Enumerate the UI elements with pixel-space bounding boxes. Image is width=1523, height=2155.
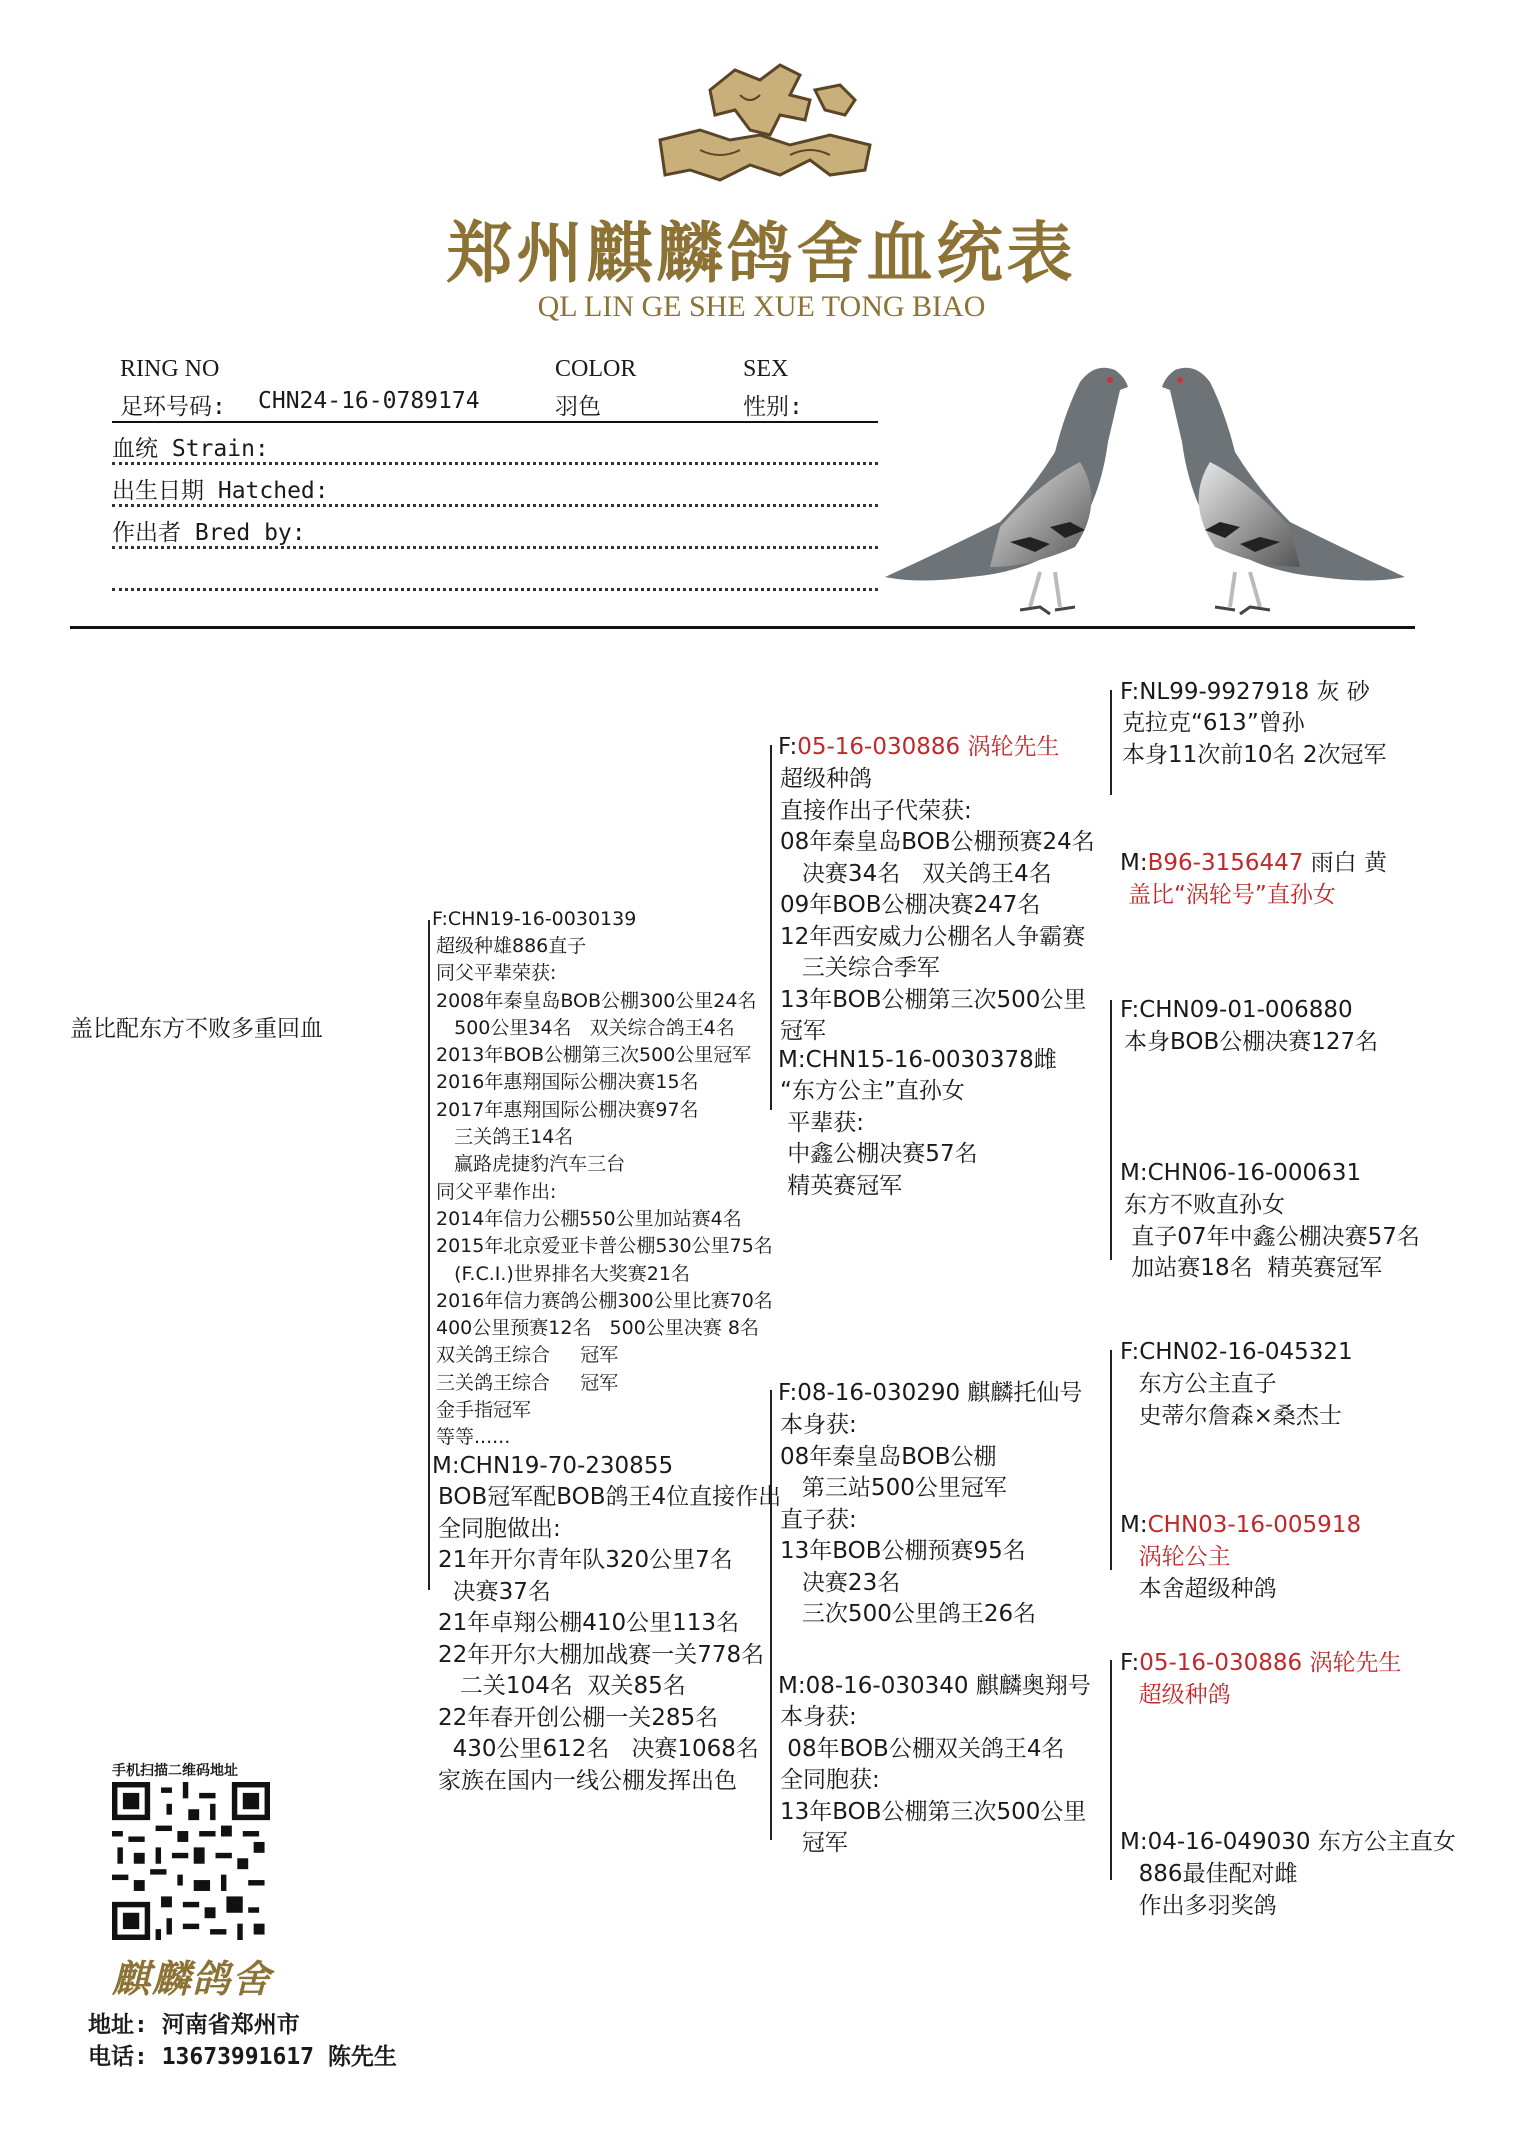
dds-id: F:05-16-030886 涡轮先生 <box>1120 1650 1402 1676</box>
dam-line: BOB冠军配BOB鸽王4位直接作出 <box>438 1484 782 1510</box>
dd-line: 13年BOB公棚第三次500公里 <box>780 1798 1087 1825</box>
sd-bracket <box>1110 1000 1112 1260</box>
strain-label: 血统 Strain: <box>112 436 269 462</box>
qr-caption: 手机扫描二维码地址 <box>112 1763 238 1779</box>
sds-record <box>1124 1027 1378 1059</box>
sire-line: 500公里34名 双关综合鸽王4名 <box>436 1016 735 1039</box>
ss-id: F:05-16-030886 涡轮先生 <box>778 734 1060 760</box>
sdd-line: 东方不败直孙女 <box>1124 1192 1285 1218</box>
sire-line: 2016年惠翔国际公棚决赛15名 <box>436 1071 699 1094</box>
ds-line: 本身获: <box>780 1412 857 1438</box>
sire-line: 三关鸽王14名 <box>436 1126 574 1149</box>
sdd-line: 加站赛18名 精英赛冠军 <box>1124 1255 1383 1281</box>
ss-line: 08年秦皇岛BOB公棚预赛24名 <box>780 829 1095 855</box>
ss-line: 直接作出子代荣获: <box>780 797 972 824</box>
ss-line: 12年西安威力公棚名人争霸赛 <box>780 923 1086 950</box>
ss-bracket <box>1110 690 1112 795</box>
sire-line: 2015年北京爱亚卡普公棚530公里75名 <box>436 1235 773 1258</box>
ddd-record <box>1124 1859 1298 1922</box>
dss-id: F:CHN02-16-045321 <box>1120 1339 1353 1365</box>
ds-line: 三次500公里鸽王26名 <box>780 1601 1037 1627</box>
ss-line: 09年BOB公棚决赛247名 <box>780 892 1041 918</box>
strain-dotted-line <box>112 462 878 465</box>
ss-line: 超级种鸽 <box>780 766 872 792</box>
hatched-dotted-line <box>112 504 878 507</box>
dam-line: 21年开尔青年队320公里7名 <box>438 1547 733 1573</box>
sdd-line: 直子07年中鑫公棚决赛57名 <box>1124 1223 1420 1250</box>
ds-bracket <box>1110 1350 1112 1570</box>
address: 地址: 河南省郑州市 <box>88 2012 300 2038</box>
qr-code-icon <box>112 1782 270 1940</box>
dds-record <box>1124 1680 1231 1712</box>
sire-line: (F.C.I.)世界排名大奖赛21名 <box>436 1262 690 1285</box>
sire-line: 三关鸽王综合 冠军 <box>436 1371 619 1394</box>
dam-record <box>438 1482 781 1797</box>
ss-record <box>780 764 1095 1048</box>
color-label: 羽色 <box>555 394 601 420</box>
dam-line: 22年春开创公棚一关285名 <box>438 1704 719 1731</box>
dam-line: 二关104名 双关85名 <box>438 1673 686 1699</box>
gen1-bracket <box>428 920 430 1590</box>
sire-line: 400公里预赛12名 500公里决赛 8名 <box>436 1317 759 1340</box>
sex-label: 性别: <box>743 394 803 420</box>
phone: 电话: 13673991617 陈先生 <box>88 2044 397 2070</box>
kennel-signature: 麒麟鸽舍 <box>112 1956 273 2001</box>
breeding-note: 盖比配东方不败多重回血 <box>70 1016 323 1042</box>
ds-line: 08年秦皇岛BOB公棚 <box>780 1443 997 1470</box>
ss-line: 13年BOB公棚第三次500公里 <box>780 986 1087 1013</box>
dds-line: 超级种鸽 <box>1124 1682 1231 1708</box>
dam-line: 430公里612名 决赛1068名 <box>438 1736 759 1762</box>
ss-line: 决赛34名 双关鸽王4名 <box>780 860 1052 887</box>
sire-line: 同父平辈荣获: <box>436 962 557 985</box>
dragon-logo-icon <box>640 50 890 190</box>
color-label-en: COLOR <box>555 356 637 382</box>
sire-line: 赢路虎捷豹汽车三台 <box>436 1153 626 1176</box>
ss-line: 三关综合季军 <box>780 955 940 981</box>
sire-line: 金手指冠军 <box>436 1399 532 1422</box>
dsd-record <box>1124 1542 1277 1605</box>
sire-line: 等等...... <box>436 1426 511 1449</box>
sd-line: 中鑫公棚决赛57名 <box>780 1141 978 1167</box>
ds-record <box>780 1410 1036 1631</box>
dd-id: M:08-16-030340 麒麟奥翔号 <box>778 1673 1091 1699</box>
dam-line: 22年开尔大棚加战赛一关778名 <box>438 1641 765 1668</box>
dd-line: 08年BOB公棚双关鸽王4名 <box>780 1735 1065 1762</box>
header-divider <box>70 626 1415 629</box>
ddd-id: M:04-16-049030 东方公主直女 <box>1120 1829 1456 1855</box>
sire-line: 2016年信力赛鸽公棚300公里比赛70名 <box>436 1289 773 1312</box>
sd-id: M:CHN15-16-0030378雌 <box>778 1047 1057 1073</box>
ring-label-en: RING NO <box>120 356 220 382</box>
sds-id: F:CHN09-01-006880 <box>1120 997 1353 1023</box>
dss-record <box>1124 1369 1342 1432</box>
dam-id: M:CHN19-70-230855 <box>432 1453 674 1479</box>
sire-line: 同父平辈作出: <box>436 1180 557 1203</box>
sex-label-en: SEX <box>743 356 789 382</box>
sd-record <box>780 1076 978 1202</box>
ssd-record <box>1128 880 1336 912</box>
sdd-id: M:CHN06-16-000631 <box>1120 1160 1362 1186</box>
sire-record <box>436 933 773 1452</box>
dam-line: 决赛37名 <box>438 1578 551 1605</box>
form-rule <box>112 421 878 423</box>
bred-dotted-line <box>112 546 878 549</box>
dd-line: 本身获: <box>780 1704 857 1730</box>
sire-line: 2008年秦皇岛BOB公棚300公里24名 <box>436 989 757 1012</box>
dss-line: 东方公主直子 <box>1124 1371 1277 1397</box>
dsd-line: 本舍超级种鸽 <box>1124 1575 1277 1602</box>
ssd-id: M:B96-3156447 雨白 黄 <box>1120 850 1387 876</box>
ds-line: 决赛23名 <box>780 1569 901 1596</box>
sire-line: 2013年BOB公棚第三次500公里冠军 <box>436 1044 752 1067</box>
sdd-record <box>1124 1190 1420 1285</box>
ds-line: 直子获: <box>780 1506 857 1533</box>
dss-line: 史蒂尔詹森×桑杰士 <box>1124 1402 1342 1429</box>
ring-number: CHN24-16-0789174 <box>258 388 480 414</box>
ds-line: 13年BOB公棚预赛95名 <box>780 1538 1026 1564</box>
dam-line: 21年卓翔公棚410公里113名 <box>438 1610 740 1636</box>
ds-id: F:08-16-030290 麒麟托仙号 <box>778 1380 1083 1406</box>
ring-label: 足环号码: <box>120 394 226 420</box>
dsd-id: M:CHN03-16-005918 <box>1120 1512 1362 1538</box>
sire-id: F:CHN19-16-0030139 <box>432 908 637 930</box>
hatched-label: 出生日期 Hatched: <box>112 478 329 504</box>
dd-line: 冠军 <box>780 1830 848 1856</box>
pigeon-pair-icon <box>880 352 1410 622</box>
dsd-line: 涡轮公主 <box>1124 1544 1231 1570</box>
bred-label: 作出者 Bred by: <box>112 520 306 546</box>
sire-line: 双关鸽王综合 冠军 <box>436 1344 619 1367</box>
sd-line: 精英赛冠军 <box>780 1172 903 1199</box>
sire-line: 2014年信力公棚550公里加站赛4名 <box>436 1207 742 1230</box>
dam-line: 家族在国内一线公棚发挥出色 <box>438 1767 737 1794</box>
sss-line: 本身11次前10名 2次冠军 <box>1122 741 1387 768</box>
dam-line: 全同胞做出: <box>438 1515 561 1542</box>
dd-record <box>780 1702 1086 1860</box>
page-subtitle: QL LIN GE SHE XUE TONG BIAO <box>537 290 986 323</box>
sire-line: 超级种雄886直子 <box>436 935 587 957</box>
ds-line: 第三站500公里冠军 <box>780 1475 1007 1501</box>
sire-line: 2017年惠翔国际公棚决赛97名 <box>436 1098 699 1121</box>
sd-line: “东方公主”直孙女 <box>780 1078 965 1104</box>
ssd-line: 盖比“涡轮号”直孙女 <box>1128 882 1336 908</box>
ddd-line: 886最佳配对雌 <box>1124 1861 1298 1887</box>
sds-line: 本身BOB公棚决赛127名 <box>1124 1029 1379 1055</box>
dd-line: 全同胞获: <box>780 1767 880 1793</box>
ss-line: 冠军 <box>780 1018 826 1044</box>
extra-dotted-line <box>112 588 878 591</box>
sss-id: F:NL99-9927918 灰 砂 <box>1120 679 1370 705</box>
dd-bracket <box>1110 1660 1112 1880</box>
sss-record <box>1122 708 1386 771</box>
sd-line: 平辈获: <box>780 1109 865 1136</box>
page-title: 郑州麒麟鸽舍血统表 <box>446 214 1077 292</box>
sss-line: 克拉克“613”曾孙 <box>1122 710 1305 736</box>
ddd-line: 作出多羽奖鸽 <box>1124 1892 1277 1919</box>
